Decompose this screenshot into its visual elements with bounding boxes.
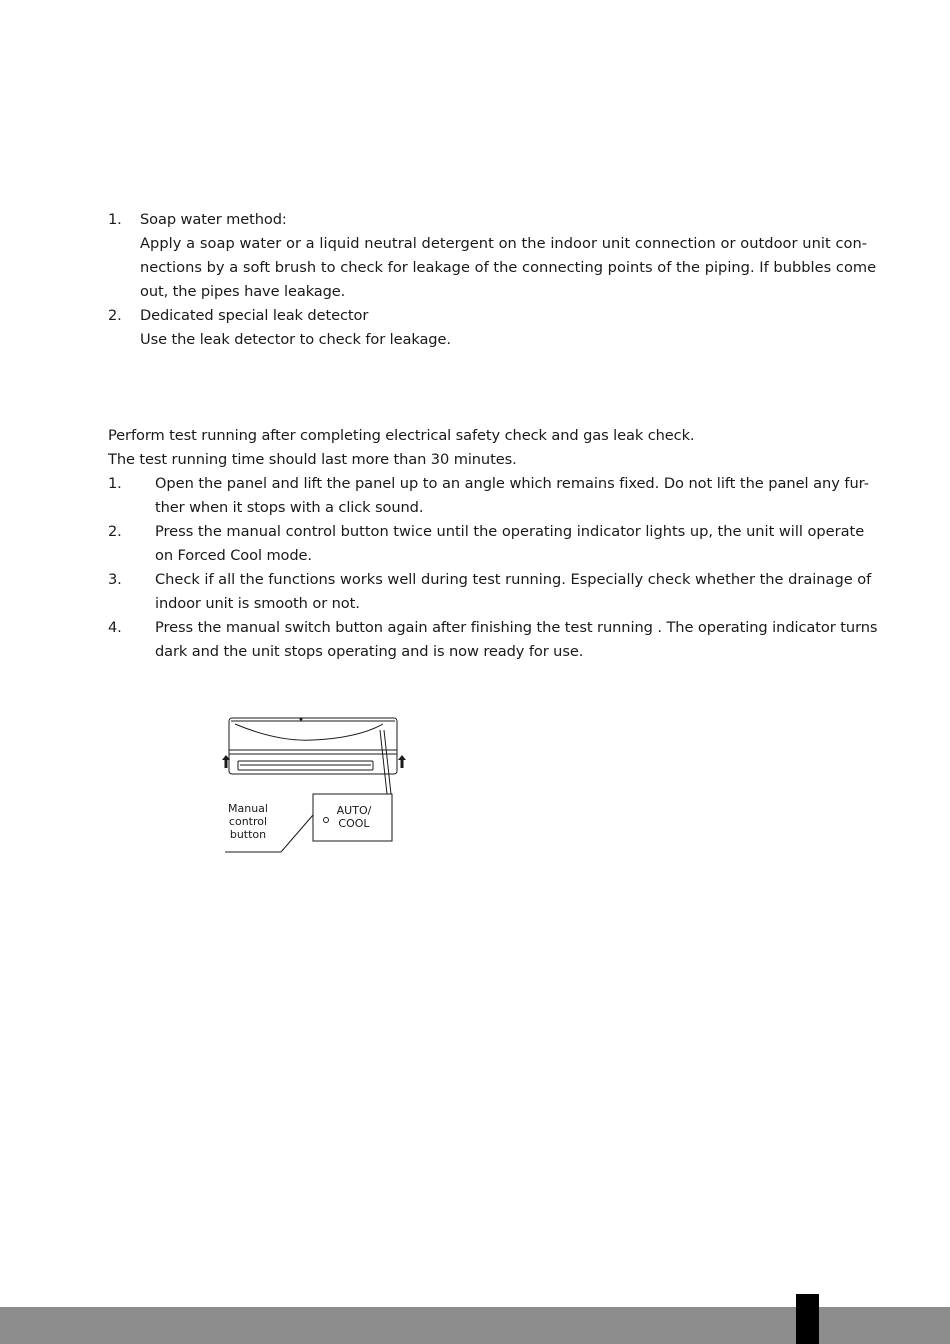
intro-line: The test running time should last more than 30 minutes.	[108, 451, 517, 468]
paragraph-line: Check if all the functions works well during test running. Especially check whether the drainage of	[155, 571, 872, 588]
paragraph-line: Open the panel and lift the panel up to an angle which remains fixed. Do not lift the panel any fur-	[155, 475, 869, 492]
paragraph-line: out, the pipes have leakage.	[140, 283, 346, 300]
label-line: Manual	[228, 802, 268, 815]
page-tab-marker	[796, 1294, 819, 1344]
test-step-2	[108, 520, 868, 568]
leak-check-item-title: Soap water method:	[140, 211, 287, 228]
leak-check-item-body	[140, 328, 868, 352]
test-step-1	[108, 472, 868, 520]
panel-curve	[235, 724, 383, 740]
manual-control-button-label	[218, 802, 278, 841]
leader-line	[384, 730, 391, 794]
leak-check-item-body	[140, 232, 877, 304]
unit-top-marker	[300, 718, 303, 721]
list-number: 3.	[108, 571, 122, 588]
list-number: 2.	[108, 307, 122, 324]
list-number: 1.	[108, 211, 122, 228]
paragraph-line: dark and the unit stops operating and is now ready for use.	[155, 643, 584, 660]
paragraph-line: on Forced Cool mode.	[155, 547, 312, 564]
list-number: 1.	[108, 475, 122, 492]
paragraph-line: ther when it stops with a click sound.	[155, 499, 424, 516]
paragraph-line: Press the manual control button twice until the operating indicator lights up, the unit will operate	[155, 523, 865, 540]
paragraph-line: indoor unit is smooth or not.	[155, 595, 360, 612]
test-running-section	[108, 424, 878, 664]
unit-body	[229, 718, 397, 774]
test-step-4	[108, 616, 878, 664]
leak-check-item-title: Dedicated special leak detector	[140, 307, 369, 324]
callout-line	[281, 815, 313, 852]
test-step-3	[108, 568, 872, 616]
lift-arrow-right-icon	[398, 755, 406, 768]
label-line: AUTO/	[336, 804, 372, 817]
indoor-unit-diagram	[218, 710, 418, 860]
paragraph-line: Apply a soap water or a liquid neutral detergent on the indoor unit connection or outdoor unit con-	[140, 235, 868, 252]
paragraph-line: nections by a soft brush to check for leakage of the connecting points of the piping. If bubbles come	[140, 259, 877, 276]
leak-check-item-1	[108, 208, 868, 232]
label-line: control	[228, 815, 268, 828]
leak-check-list	[108, 208, 877, 352]
paragraph-line: Use the leak detector to check for leakage.	[140, 331, 451, 348]
paragraph-line: Press the manual switch button again after finishing the test running . The operating indicator turns	[155, 619, 878, 636]
label-line: button	[229, 828, 267, 841]
list-number: 4.	[108, 619, 122, 636]
list-number: 2.	[108, 523, 122, 540]
leak-check-item-2	[108, 304, 868, 328]
auto-cool-button-label	[328, 804, 380, 830]
leader-line	[380, 730, 387, 794]
label-line: COOL	[338, 817, 370, 830]
intro-line: Perform test running after completing electrical safety check and gas leak check.	[108, 427, 695, 444]
